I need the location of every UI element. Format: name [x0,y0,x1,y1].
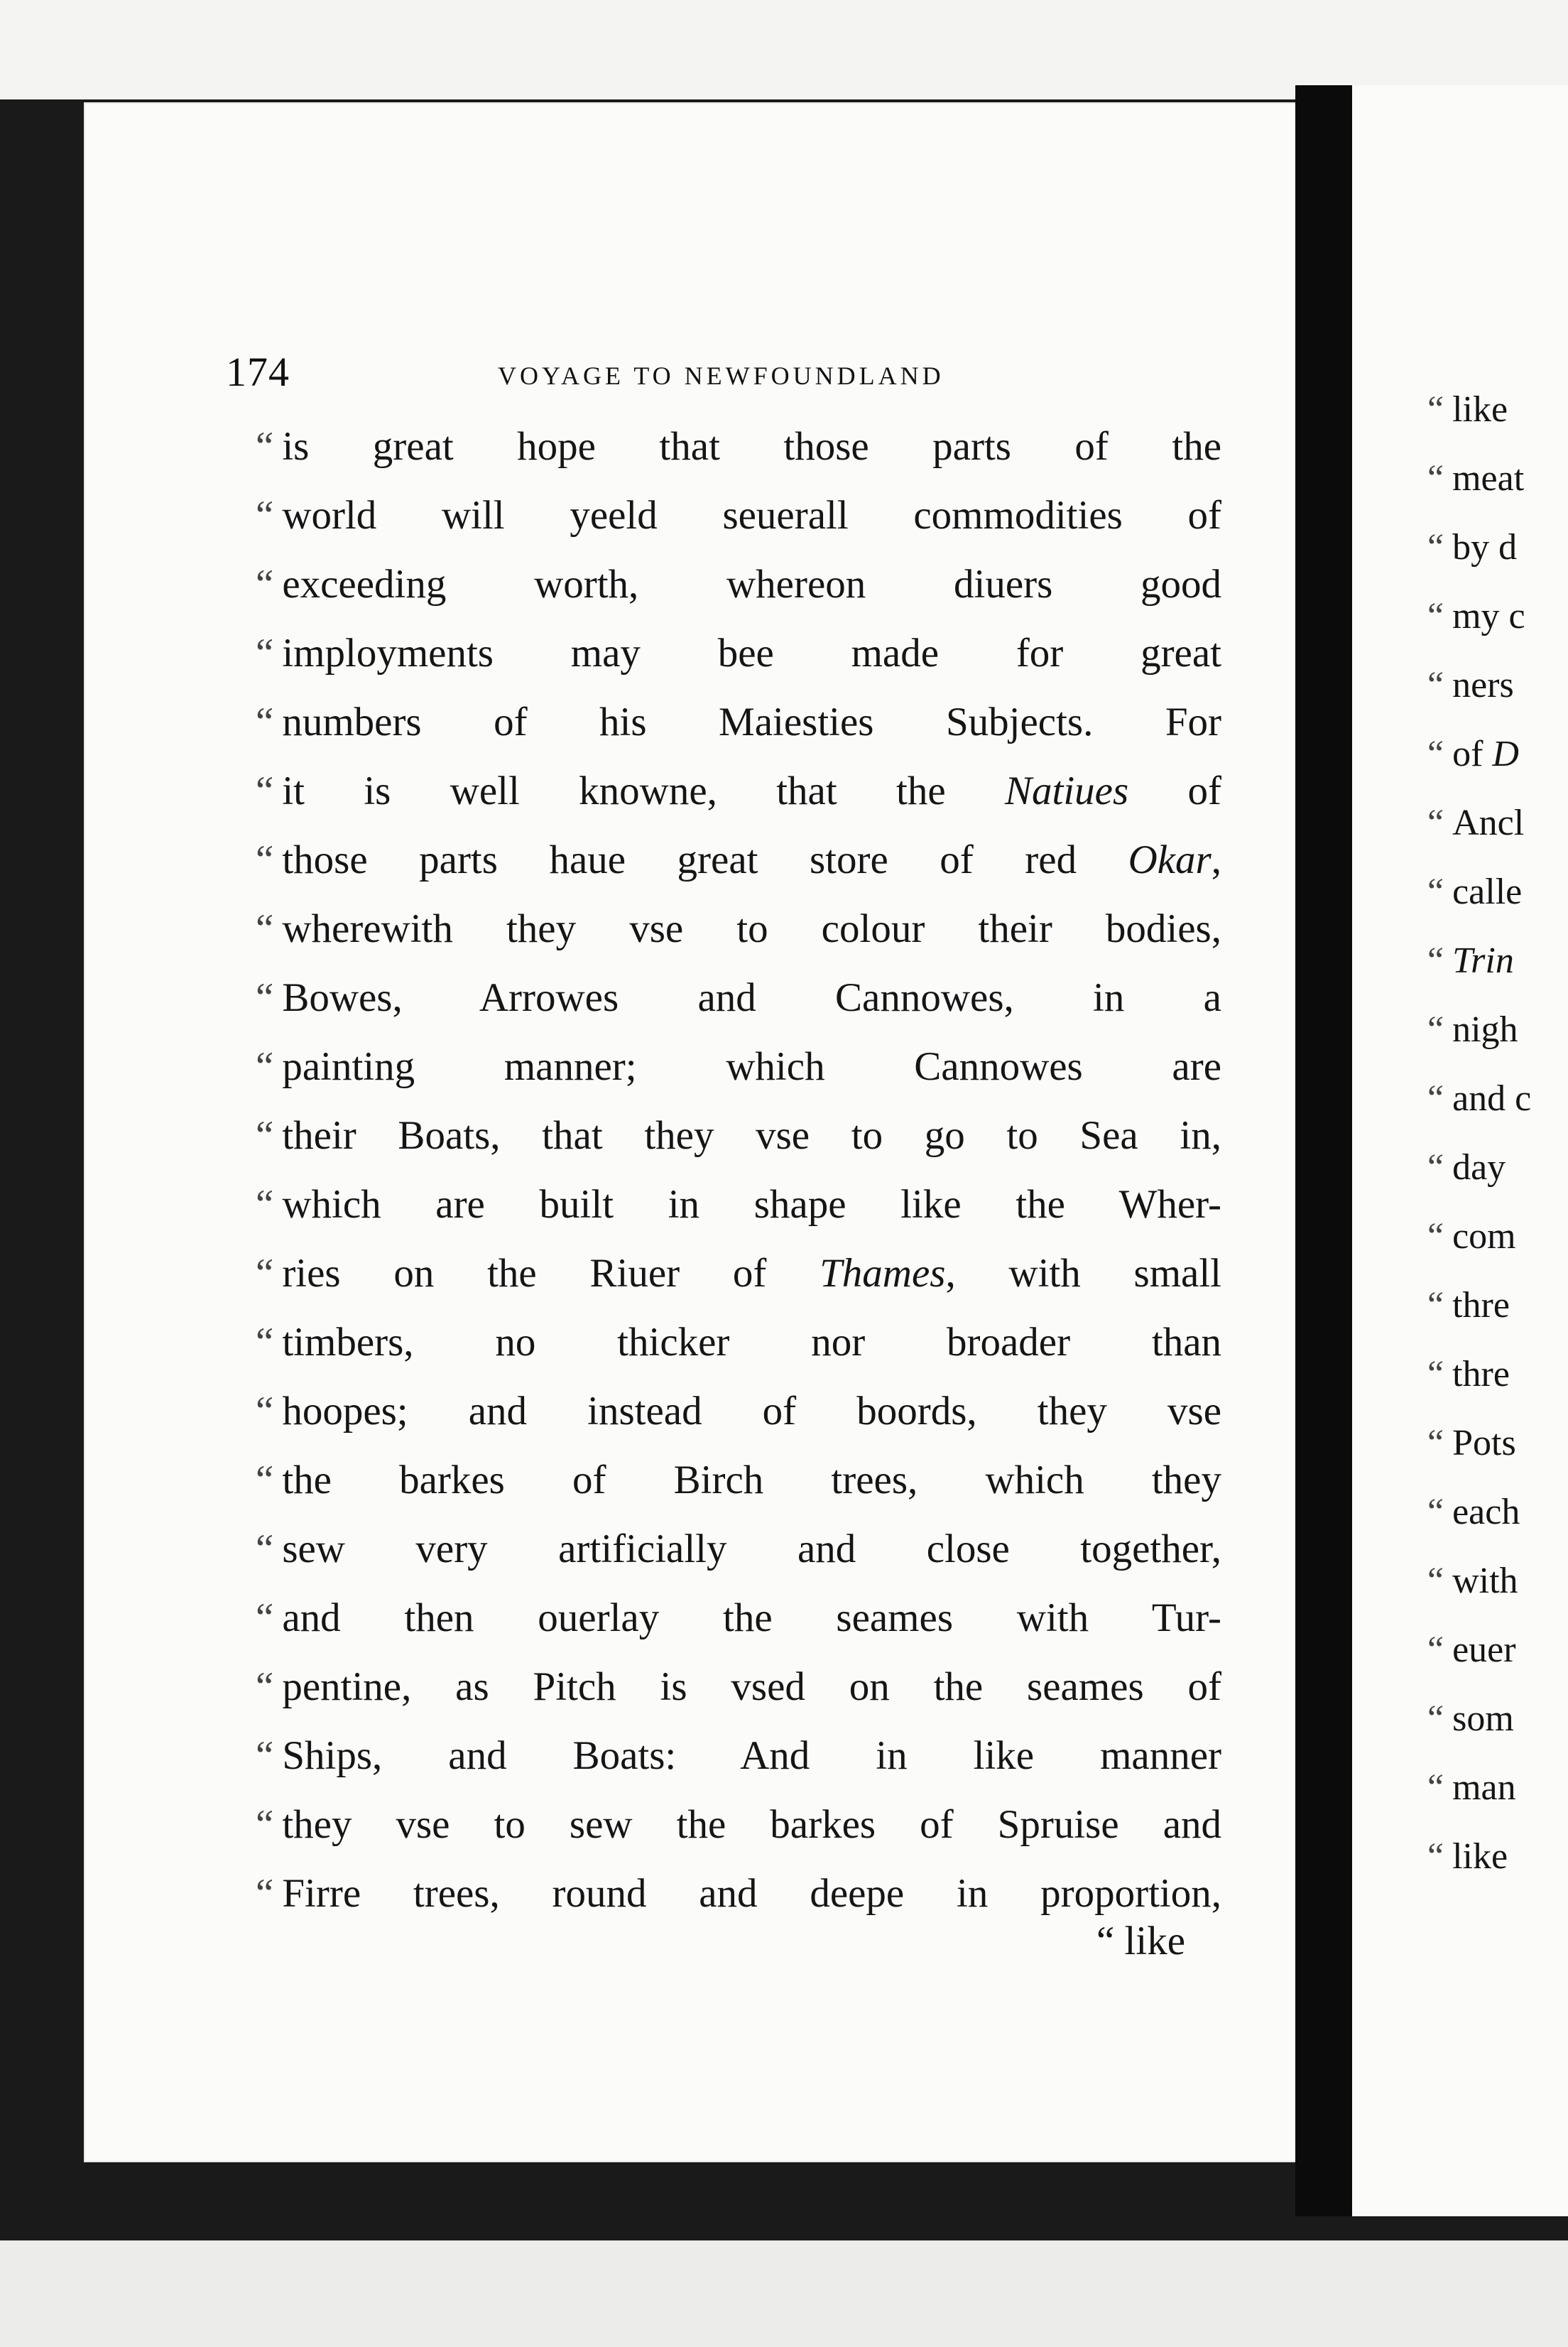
text-line [256,1652,1221,1721]
line-text: sew very artificially and close together, [282,1527,1221,1571]
quote-mark: “ [256,1320,274,1365]
quote-mark: “ [1427,1216,1444,1257]
text-line [1427,1615,1531,1684]
quote-mark: “ [1427,1147,1444,1188]
catchword: “ like [1096,1919,1186,1963]
quote-mark: “ [1427,1836,1444,1877]
text-line [256,963,1221,1032]
line-text: calle [1452,872,1523,912]
line-text: com [1452,1216,1516,1257]
line-text: painting manner; which Cannowes are [282,1044,1221,1089]
line-text: imployments may bee made for great [282,631,1221,676]
text-line [1427,1684,1531,1753]
text-line [256,481,1221,550]
line-text: is great hope that those parts of the [282,424,1221,469]
text-line [256,1859,1221,1928]
line-text: Firre trees, round and deepe in proportion, [282,1871,1221,1916]
quote-mark: “ [1427,734,1444,774]
text-line [1427,375,1531,444]
text-line [1427,995,1531,1064]
quote-mark: “ [1427,1698,1444,1739]
running-head: VOYAGE TO NEWFOUNDLAND [498,362,944,390]
line-text: which are built in shape like the Wher- [282,1182,1221,1227]
quote-mark: “ [1427,1009,1444,1050]
line-text: ners [1452,665,1514,705]
line-text: of [1128,769,1221,813]
text-line [1427,1546,1531,1615]
line-text: of [1452,734,1493,774]
text-line [256,550,1221,619]
quote-mark: “ [256,1802,274,1847]
text-line [1427,788,1531,857]
line-text: ries on the Riuer of [282,1251,820,1296]
text-line [256,1583,1221,1652]
text-line [1427,1271,1531,1340]
text-line [256,688,1221,757]
quote-mark: “ [256,1871,274,1916]
quote-mark: “ [256,1733,274,1778]
text-line [1427,720,1531,788]
quote-mark: “ [1427,1767,1444,1808]
scan-top-margin [0,0,1568,99]
text-line [1427,926,1531,995]
text-line [256,1446,1221,1514]
text-line [1427,582,1531,651]
italic-word: Okar [1128,838,1212,882]
italic-word: Thames [820,1251,946,1296]
quote-mark: “ [1427,665,1444,705]
quote-mark: “ [256,1182,274,1227]
text-line [1427,651,1531,720]
line-text: man [1452,1767,1516,1808]
line-text: each [1452,1492,1520,1532]
text-line [1427,513,1531,582]
text-line [256,619,1221,688]
line-text: thre [1452,1354,1510,1394]
line-text: Pots [1452,1423,1516,1463]
line-text: exceeding worth, whereon diuers good [282,562,1221,607]
line-text: , [1211,838,1221,882]
quote-mark: “ [1427,941,1444,981]
line-text: numbers of his Maiesties Subjects. For [282,700,1221,744]
quote-mark: “ [256,1389,274,1433]
line-text: euer [1452,1630,1516,1670]
line-text: world will yeeld seuerall commodities of [282,493,1221,538]
quote-mark: “ [256,975,274,1020]
right-page-text [1427,375,1531,1891]
line-text: my c [1452,596,1525,636]
text-line [1427,444,1531,513]
text-line [256,757,1221,825]
line-text: pentine, as Pitch is vsed on the seames of [282,1664,1221,1709]
text-line [1427,1822,1531,1891]
quote-mark: “ [256,424,274,469]
page-number: 174 [226,349,290,395]
quote-mark: “ [256,1458,274,1502]
text-line [256,1170,1221,1239]
quote-mark: “ [256,1595,274,1640]
quote-mark: “ [1427,803,1444,843]
quote-mark: “ [256,562,274,607]
quote-mark: “ [1427,389,1444,430]
quote-mark: “ [256,493,274,538]
text-line [256,894,1221,963]
text-line [256,1514,1221,1583]
italic-word: Trin [1452,941,1514,981]
line-text: Bowes, Arrowes and Cannowes, in a [282,975,1221,1020]
line-text: like [1452,1836,1508,1877]
text-line [1427,1478,1531,1546]
quote-mark: “ [1427,1423,1444,1463]
line-text: Ancl [1452,803,1525,843]
text-line [1427,1409,1531,1478]
quote-mark: “ [1427,1354,1444,1394]
line-text: meat [1452,458,1525,499]
line-text: day [1452,1147,1506,1188]
text-line [1427,1202,1531,1271]
quote-mark: “ [1427,1492,1444,1532]
italic-word: D [1492,734,1519,774]
quote-mark: “ [1427,1630,1444,1670]
quote-mark: “ [1427,1285,1444,1326]
line-text: wherewith they vse to colour their bodies, [282,906,1221,951]
text-line [256,1239,1221,1308]
quote-mark: “ [1427,458,1444,499]
line-text: those parts haue great store of red [282,838,1128,882]
line-text: like [1452,389,1508,430]
quote-mark: “ [1427,596,1444,636]
quote-mark: “ [256,769,274,813]
quote-mark: “ [256,1113,274,1158]
quote-mark: “ [256,700,274,744]
italic-word: Natiues [1004,769,1129,813]
text-line [256,1101,1221,1170]
line-text: the barkes of Birch trees, which they [282,1458,1221,1502]
text-line [256,1790,1221,1859]
quote-mark: “ [1427,1561,1444,1601]
text-line [256,1032,1221,1101]
line-text: it is well knowne, that the [282,769,1005,813]
left-page-text [256,412,1221,1928]
book-spine [1295,85,1352,2216]
line-text: , with small [945,1251,1221,1296]
quote-mark: “ [1427,872,1444,912]
line-text: som [1452,1698,1514,1739]
quote-mark: “ [256,906,274,951]
line-text: by d [1452,527,1518,568]
line-text: thre [1452,1285,1510,1326]
text-line [256,1308,1221,1377]
line-text: hoopes; and instead of boords, they vse [282,1389,1221,1433]
text-line [256,1377,1221,1446]
page-header [226,334,1220,412]
quote-mark: “ [256,1251,274,1296]
quote-mark: “ [256,838,274,882]
text-line [256,412,1221,481]
quote-mark: “ [1427,1078,1444,1119]
line-text: and then ouerlay the seames with Tur- [282,1595,1221,1640]
line-text: and c [1452,1078,1532,1119]
text-line [256,825,1221,894]
text-line [256,1721,1221,1790]
line-text: nigh [1452,1009,1518,1050]
quote-mark: “ [256,631,274,676]
quote-mark: “ [256,1527,274,1571]
scan-bottom-margin [0,2240,1568,2347]
line-text: timbers, no thicker nor broader than [282,1320,1221,1365]
line-text: their Boats, that they vse to go to Sea in, [282,1113,1221,1158]
line-text: with [1452,1561,1518,1601]
text-line [1427,1133,1531,1202]
text-line [1427,1064,1531,1133]
quote-mark: “ [1427,527,1444,568]
quote-mark: “ [256,1044,274,1089]
text-line [1427,857,1531,926]
quote-mark: “ [256,1664,274,1709]
line-text: they vse to sew the barkes of Spruise and [282,1802,1221,1847]
text-line [1427,1340,1531,1409]
text-line [1427,1753,1531,1822]
line-text: Ships, and Boats: And in like manner [282,1733,1221,1778]
